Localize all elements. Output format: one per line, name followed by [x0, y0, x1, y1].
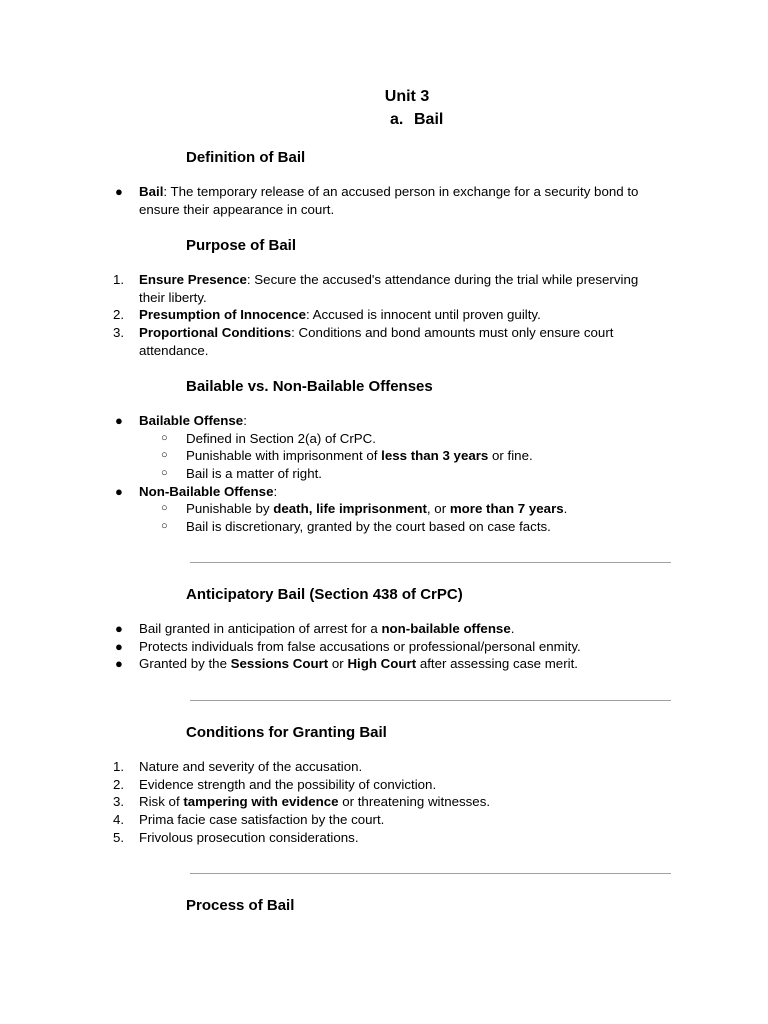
- heading-anticipatory: Anticipatory Bail (Section 438 of CrPC): [186, 586, 463, 603]
- list-number: 2.: [113, 776, 125, 792]
- bullet-marker: ●: [115, 638, 123, 654]
- offenses-list: [0, 412, 768, 536]
- heading-offenses: Bailable vs. Non-Bailable Offenses: [186, 378, 433, 395]
- list-item-continuation: ensure their appearance in court.: [139, 201, 335, 217]
- list-item: 3. Proportional Conditions: Conditions and bond amounts must only ensure court: [113, 325, 614, 341]
- list-item: ● Bail granted in anticipation of arrest for a non-bailable offense.: [115, 621, 515, 636]
- sub-bullet-marker: ○: [161, 431, 168, 444]
- heading-definition: Definition of Bail: [186, 149, 306, 166]
- list-number: 3.: [113, 325, 125, 341]
- sub-bullet-marker: ○: [161, 467, 168, 480]
- bullet-marker: ●: [115, 656, 123, 672]
- list-number: 1.: [113, 272, 125, 287]
- sub-bullet-marker: ○: [161, 449, 168, 462]
- sub-list-item: ○ Bail is discretionary, granted by the court based on case facts.: [161, 519, 551, 535]
- sub-list-item: ○ Punishable by death, life imprisonment, or more than 7 years.: [161, 501, 568, 517]
- list-item: ● Granted by the Sessions Court or High Court after assessing case merit.: [115, 656, 578, 672]
- heading-process: Process of Bail: [186, 897, 295, 914]
- list-item: ● Protects individuals from false accusations or professional/personal enmity.: [115, 638, 581, 654]
- list-item: 1. Ensure Presence: Secure the accused's attendance during the trial while preserving: [113, 272, 639, 287]
- list-item: 4. Prima facie case satisfaction by the court.: [113, 812, 385, 828]
- horizontal-rule: [190, 700, 671, 701]
- heading-purpose: Purpose of Bail: [186, 237, 297, 254]
- list-item: 1. Nature and severity of the accusation.: [113, 759, 363, 774]
- sub-list-item: ○ Punishable with imprisonment of less than 3 years or fine.: [161, 448, 533, 464]
- horizontal-rule: [190, 873, 671, 874]
- bullet-marker: ●: [115, 184, 123, 199]
- list-item: ● Non-Bailable Offense:: [115, 483, 278, 499]
- sub-bullet-marker: ○: [161, 520, 168, 533]
- bullet-marker: ●: [115, 621, 123, 636]
- list-number: 3.: [113, 794, 125, 810]
- list-number: 4.: [113, 812, 125, 828]
- sub-list-item: ○ Bail is a matter of right.: [161, 466, 322, 482]
- conditions-list: [0, 758, 768, 846]
- list-item: 2. Presumption of Innocence: Accused is innocent until proven guilty.: [113, 307, 541, 323]
- horizontal-rule: [190, 562, 671, 563]
- purpose-list: 1. Ensure Presence: Secure the accused's attendance during the trial while preserving their liberty. 2. Presumption of Innocence: Accused is innocent until proven guilty. 3. Proportional Conditions: Conditions and bond amounts must only ensure court attendance.: [0, 271, 768, 359]
- bullet-marker: ●: [115, 413, 123, 428]
- heading-conditions: Conditions for Granting Bail: [186, 724, 387, 741]
- list-number: 5.: [113, 829, 125, 845]
- definition-list: [0, 183, 768, 218]
- bullet-marker: ●: [115, 483, 123, 499]
- section-number: a.: [390, 111, 404, 128]
- anticipatory-list: [0, 620, 768, 673]
- list-item: 2. Evidence strength and the possibility of conviction.: [113, 776, 437, 792]
- sub-list-item: ○ Defined in Section 2(a) of CrPC.: [161, 430, 376, 446]
- list-item: 3. Risk of tampering with evidence or threatening witnesses.: [113, 794, 491, 810]
- term-bold: Bail: [139, 184, 164, 199]
- list-item: 5. Frivolous prosecution considerations.: [113, 829, 359, 845]
- list-item: ● Bailable Offense:: [115, 413, 247, 428]
- list-number: 2.: [113, 307, 125, 323]
- unit-title: Unit 3: [384, 88, 430, 105]
- list-number: 1.: [113, 759, 125, 774]
- list-item: ● Bail: The temporary release of an accused person in exchange for a security bond to: [115, 184, 639, 199]
- sub-bullet-marker: ○: [161, 502, 168, 515]
- section-label: Bail: [414, 111, 444, 128]
- section-title: [390, 110, 443, 130]
